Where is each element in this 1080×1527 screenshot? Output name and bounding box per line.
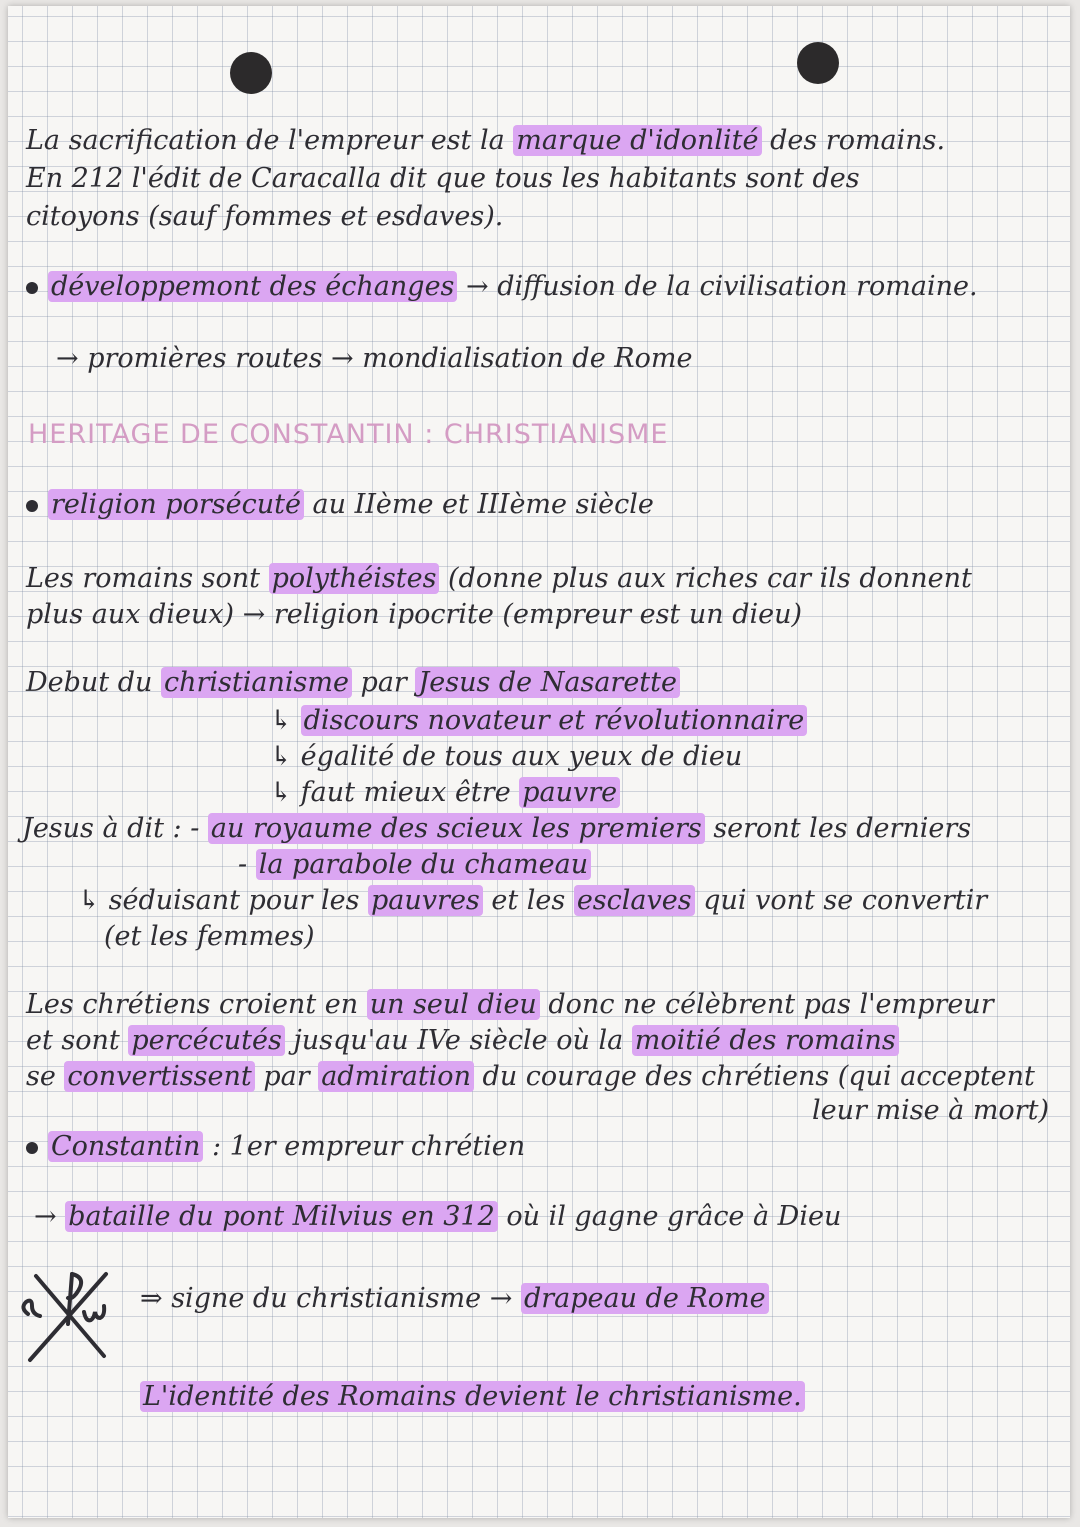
note-line-21 xyxy=(26,1130,525,1164)
highlight: discours novateur et révolutionnaire xyxy=(301,705,808,736)
arrow-icon: ↳ xyxy=(270,777,293,808)
highlight: L'identité des Romains devient le christianisme. xyxy=(140,1381,805,1412)
highlight: pauvres xyxy=(368,885,483,916)
text: faut mieux être xyxy=(300,777,520,808)
text: → xyxy=(34,1201,66,1232)
text: La sacrification de l'empreur est la xyxy=(26,125,514,156)
text: séduisant pour les xyxy=(108,885,369,916)
note-line-14 xyxy=(238,848,591,882)
highlight: esclaves xyxy=(574,885,695,916)
bullet-icon xyxy=(26,1142,38,1154)
notebook-page xyxy=(8,6,1070,1518)
highlight: la parabole du chameau xyxy=(256,849,591,880)
highlight: christianisme xyxy=(161,667,352,698)
text: jusqu'au IVe siècle où la xyxy=(284,1025,632,1056)
note-line-24 xyxy=(140,1380,805,1414)
highlight: au royaume des scieux les premiers xyxy=(208,813,705,844)
arrow-icon: ↳ xyxy=(78,885,101,916)
note-line-4 xyxy=(26,270,978,304)
highlight: Jesus de Nasarette xyxy=(415,667,680,698)
text: seront les derniers xyxy=(704,813,972,844)
note-line-16 xyxy=(104,920,315,954)
text: des romains. xyxy=(761,125,946,156)
note-line-18 xyxy=(26,1024,899,1058)
note-line-17 xyxy=(26,988,994,1022)
punch-hole-right xyxy=(797,42,839,84)
bullet-icon xyxy=(26,282,38,294)
text: : 1er empreur chrétien xyxy=(203,1131,526,1162)
highlight: un seul dieu xyxy=(367,989,540,1020)
punch-hole-left xyxy=(230,52,272,94)
highlight: marque d'idonlité xyxy=(513,125,761,156)
text: par xyxy=(351,667,416,698)
highlight: développemont des échanges xyxy=(48,271,457,302)
note-line-11 xyxy=(270,740,742,774)
text: et sont xyxy=(26,1025,129,1056)
highlight: percécutés xyxy=(128,1025,284,1056)
text: Les romains sont xyxy=(26,563,269,594)
chi-rho-icon xyxy=(16,1256,116,1366)
note-line-9 xyxy=(26,666,680,700)
text: (et les femmes) xyxy=(104,921,315,952)
highlight: drapeau de Rome xyxy=(521,1283,769,1314)
text: - xyxy=(238,849,256,880)
note-line-12 xyxy=(270,776,620,810)
text: leur mise à mort) xyxy=(812,1095,1049,1126)
text: qui vont se convertir xyxy=(694,885,988,916)
text: Jesus à dit : - xyxy=(22,813,208,844)
note-line-5 xyxy=(56,342,692,376)
bullet-icon xyxy=(26,500,38,512)
highlight: pauvre xyxy=(519,777,620,808)
text: plus aux dieux) → religion ipocrite (empreur est un dieu) xyxy=(26,599,803,630)
text: donc ne célèbrent pas l'empreur xyxy=(539,989,994,1020)
text: égalité de tous aux yeux de dieu xyxy=(300,741,743,772)
note-line-20 xyxy=(812,1094,1049,1128)
note-line-6 xyxy=(26,488,654,522)
text: → promières routes → mondialisation de Rome xyxy=(56,343,693,374)
text: au IIème et IIIème siècle xyxy=(303,489,654,520)
text: citoyons (sauf fommes et esdaves). xyxy=(26,201,504,232)
text: par xyxy=(254,1061,319,1092)
highlight: bataille du pont Milvius en 312 xyxy=(65,1201,498,1232)
note-line-8 xyxy=(26,598,802,632)
text: (donne plus aux riches car ils donnent xyxy=(439,563,972,594)
note-line-19 xyxy=(26,1060,1035,1094)
text: du courage des chrétiens (qui acceptent xyxy=(473,1061,1035,1092)
note-line-1 xyxy=(26,124,945,158)
text: se xyxy=(26,1061,65,1092)
text: et les xyxy=(482,885,574,916)
highlight: moitié des romains xyxy=(632,1025,899,1056)
text: Debut du xyxy=(26,667,161,698)
note-line-15 xyxy=(78,884,987,918)
text: → diffusion de la civilisation romaine. xyxy=(457,271,978,302)
note-line-10 xyxy=(270,704,807,738)
section-heading: HERITAGE DE CONSTANTIN : CHRISTIANISME xyxy=(28,419,669,450)
highlight: polythéistes xyxy=(269,563,440,594)
highlight: admiration xyxy=(318,1061,474,1092)
note-line-22 xyxy=(34,1200,841,1234)
arrow-icon: ↳ xyxy=(270,705,293,736)
note-line-13 xyxy=(22,812,971,846)
note-line-3 xyxy=(26,200,503,234)
highlight: Constantin xyxy=(48,1131,203,1162)
text: où il gagne grâce à Dieu xyxy=(497,1201,842,1232)
arrow-icon: ↳ xyxy=(270,741,293,772)
text: ⇒ signe du christianisme → xyxy=(140,1283,521,1314)
text: En 212 l'édit de Caracalla dit que tous les habitants sont des xyxy=(26,163,860,194)
text: Les chrétiens croient en xyxy=(26,989,367,1020)
note-line-23 xyxy=(140,1282,769,1316)
note-line-2 xyxy=(26,162,860,196)
highlight: religion porsécuté xyxy=(48,489,304,520)
highlight: convertissent xyxy=(64,1061,254,1092)
note-line-7 xyxy=(26,562,972,596)
